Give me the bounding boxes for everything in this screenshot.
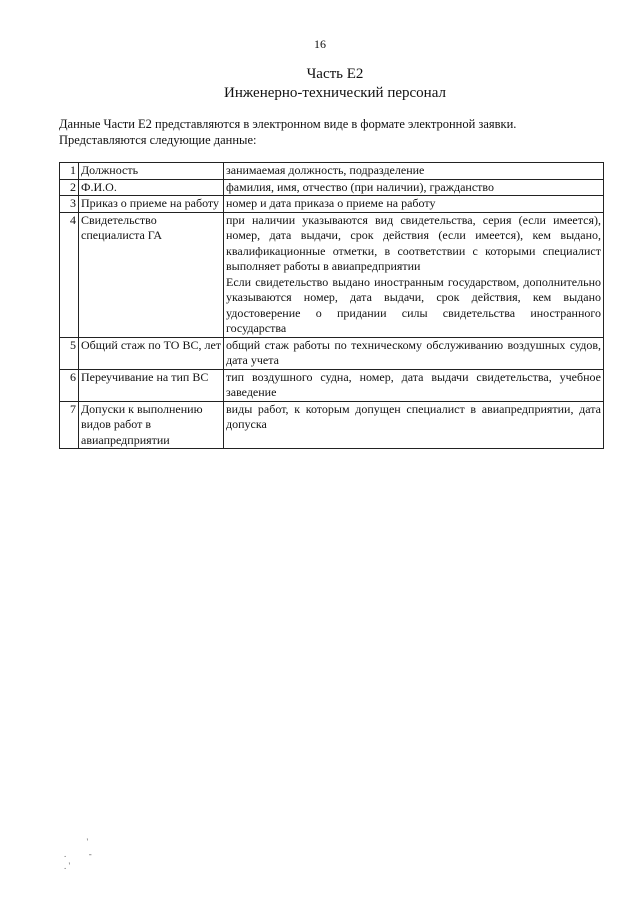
field-description-paragraph: при наличии указываются вид свидетельства, серия (если имеется), номер, дата выдачи, срок действия (если имеется), кем выдано, квалификационные отметки, в соответствии с которыми специалист выполняет работы в авиапредприятии	[226, 212, 601, 273]
table-row	[60, 163, 604, 180]
part-subtitle: Инженерно-технический персонал	[224, 85, 446, 101]
part-title: Часть Е2	[306, 66, 364, 82]
table-row	[60, 337, 604, 369]
row-number: 1	[60, 163, 79, 180]
row-number: 2	[60, 179, 79, 196]
field-name: Свидетельство специалиста ГА	[79, 212, 224, 337]
table-row	[60, 179, 604, 196]
table-row	[60, 369, 604, 401]
row-number: 3	[60, 196, 79, 213]
field-description: номер и дата приказа о приеме на работу	[224, 196, 604, 213]
row-number: 7	[60, 401, 79, 449]
field-name: Ф.И.О.	[79, 179, 224, 196]
table-row	[60, 196, 604, 213]
field-name: Переучивание на тип ВС	[79, 369, 224, 401]
data-fields-table	[59, 162, 604, 449]
field-name: Должность	[79, 163, 224, 180]
field-name: Общий стаж по ТО ВС, лет	[79, 337, 224, 369]
field-description: тип воздушного судна, номер, дата выдачи свидетельства, учебное заведение	[224, 369, 604, 401]
field-description: общий стаж работы по техническому обслуживанию воздушных судов, дата учета	[224, 337, 604, 369]
field-description: фамилия, имя, отчество (при наличии), гражданство	[224, 179, 604, 196]
scan-speck: '	[64, 837, 89, 847]
field-name: Приказ о приеме на работу	[79, 196, 224, 213]
page-number: 16	[314, 37, 326, 51]
row-number: 4	[60, 212, 79, 337]
field-description: занимаемая должность, подразделение	[224, 163, 604, 180]
field-name: Допуски к выполнению видов работ в авиапредприятии	[79, 401, 224, 449]
intro-line: Данные Части Е2 представляются в электронном виде в формате электронной заявки.	[59, 117, 517, 131]
table-row	[60, 212, 604, 337]
row-number: 5	[60, 337, 79, 369]
intro-paragraph	[59, 116, 599, 148]
intro-line: Представляются следующие данные:	[59, 133, 257, 147]
row-number: 6	[60, 369, 79, 401]
field-description: виды работ, к которым допущен специалист в авиапредприятии, дата допуска	[224, 401, 604, 449]
scan-marks	[64, 836, 92, 872]
scan-speck: . -	[64, 849, 92, 859]
field-description	[224, 212, 604, 337]
field-description-paragraph: Если свидетельство выдано иностранным государством, дополнительно указываются номер, дата выдачи, срок действия, кем выдано удостоверение о придании силы свидетельства иностранного государства	[226, 274, 601, 335]
scan-speck: . '	[64, 861, 71, 871]
table-row	[60, 401, 604, 449]
